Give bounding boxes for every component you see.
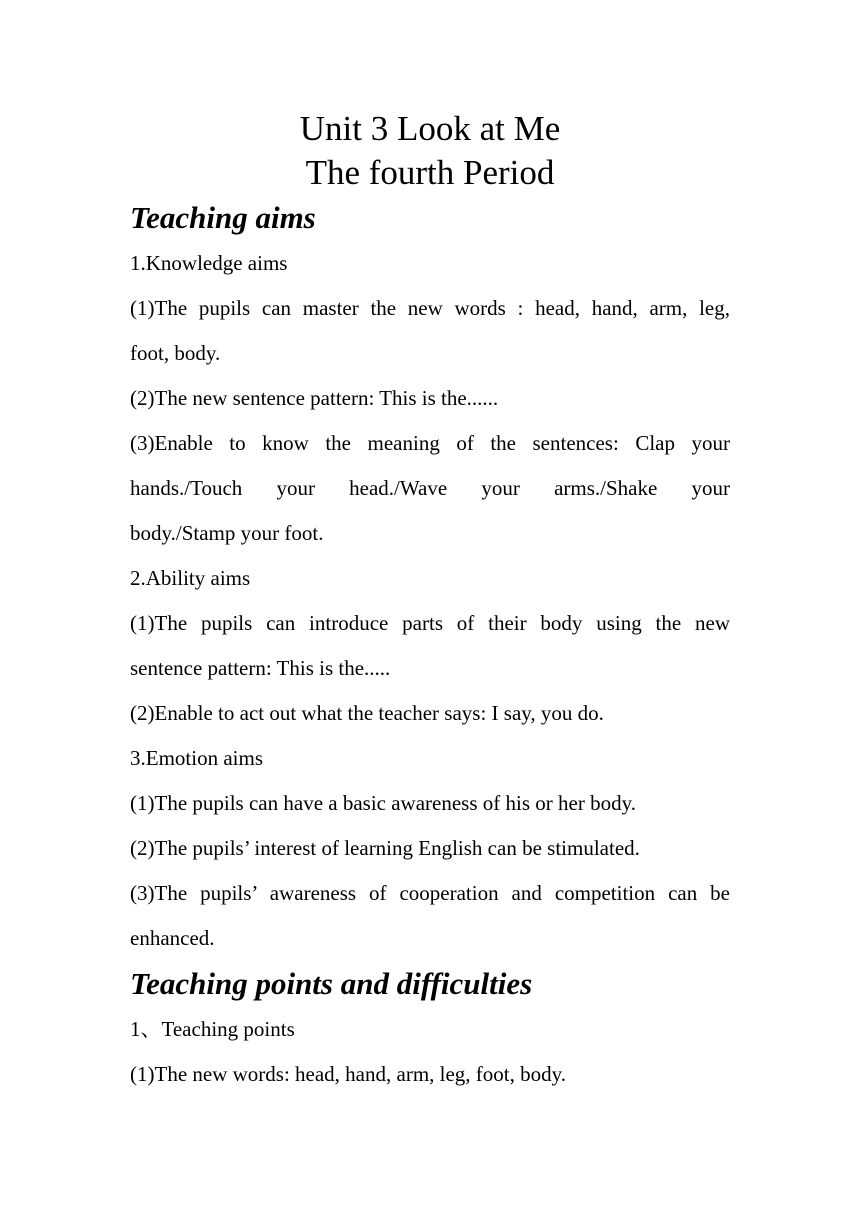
paragraph-line: (1)The new words: head, hand, arm, leg, foot, body. [130,1062,567,1086]
paragraph-line: (3)The pupils’ awareness of cooperation and competition can be [130,881,730,905]
section-heading-teaching-aims: Teaching aims [130,200,316,235]
paragraph-line: (2)Enable to act out what the teacher says: I say, you do. [130,701,604,725]
document-subtitle: The fourth Period [305,153,555,192]
paragraph-line: hands./Touch your head./Wave your arms./Shake your [130,476,730,500]
paragraph-line: (1)The pupils can introduce parts of their body using the new [130,611,730,635]
emotion-aims-label: 3.Emotion aims [130,746,263,770]
teaching-points-label: 1、Teaching points [130,1017,295,1041]
paragraph-line: (2)The new sentence pattern: This is the...... [130,386,499,410]
paragraph-line: enhanced. [130,926,215,950]
paragraph-line: (3)Enable to know the meaning of the sentences: Clap your [130,431,730,455]
knowledge-aims-label: 1.Knowledge aims [130,251,288,275]
paragraph-line: (1)The pupils can master the new words : head, hand, arm, leg, [130,296,730,320]
paragraph-line: body./Stamp your foot. [130,521,324,545]
paragraph-line: (1)The pupils can have a basic awareness of his or her body. [130,791,636,815]
document-title: Unit 3 Look at Me [299,109,561,148]
section-heading-teaching-points: Teaching points and difficulties [130,966,533,1001]
paragraph-line: (2)The pupils’ interest of learning English can be stimulated. [130,836,640,860]
ability-aims-label: 2.Ability aims [130,566,251,590]
paragraph-line: foot, body. [130,341,221,365]
paragraph-line: sentence pattern: This is the..... [130,656,391,680]
